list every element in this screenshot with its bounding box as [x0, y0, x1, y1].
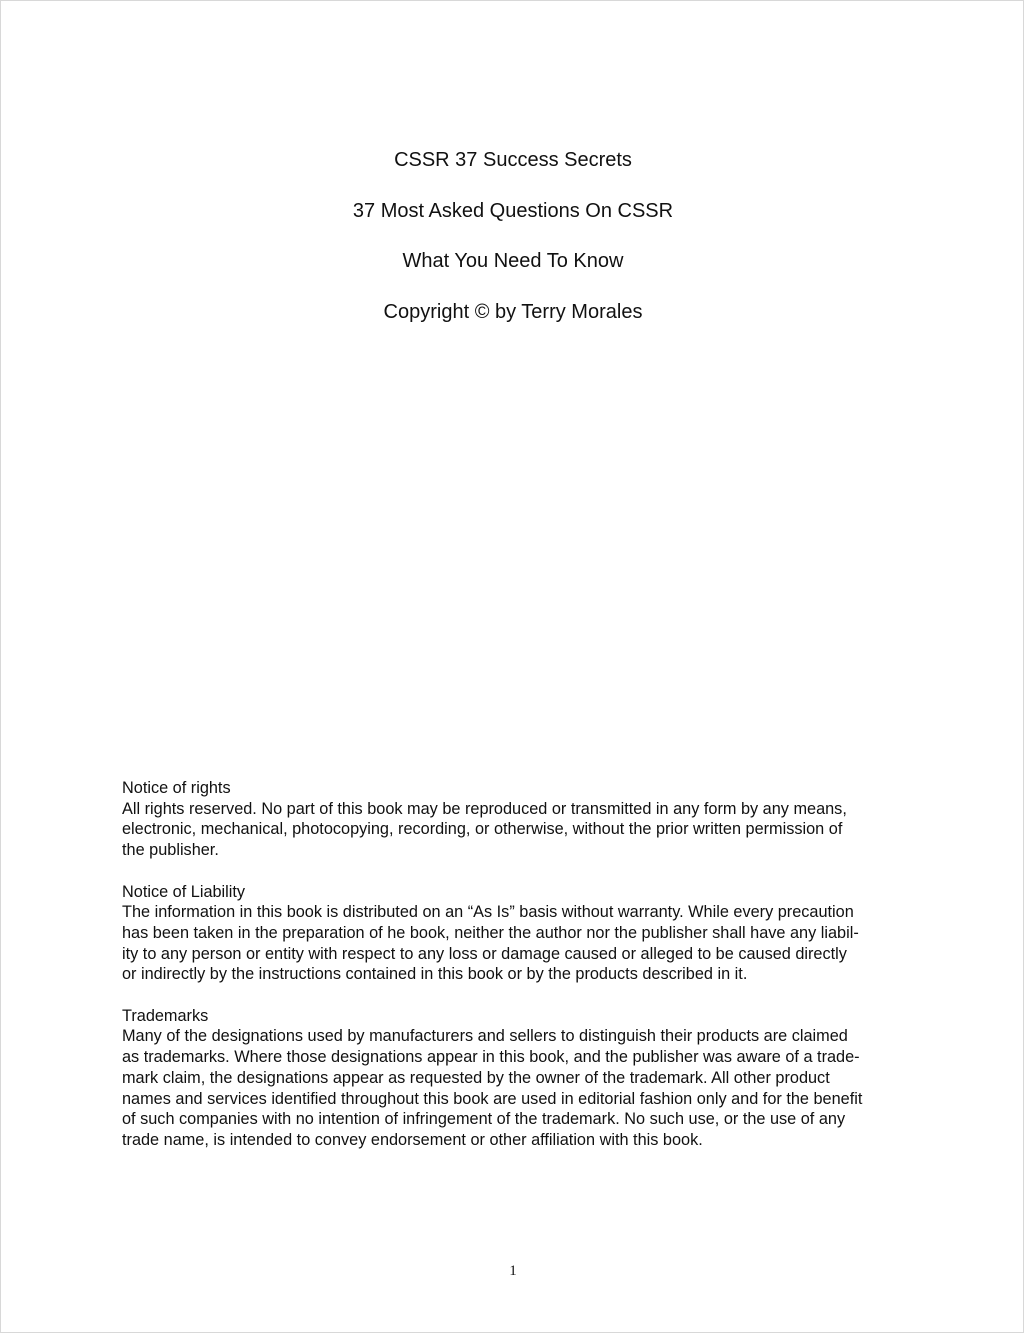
book-title: CSSR 37 Success Secrets [394, 149, 632, 171]
page-number: 1 [509, 1263, 517, 1279]
notice-text-line: The information in this book is distributed on an “As Is” basis without warranty. While every precaution [122, 903, 854, 922]
notice-text-line: names and services identified throughout this book are used in editorial fashion only and for the benefit [122, 1089, 863, 1108]
notice-text-line: trade name, is intended to convey endorsement or other affiliation with this book. [122, 1130, 703, 1149]
notice-text-line: of such companies with no intention of infringement of the trademark. No such use, or the use of any [122, 1110, 846, 1129]
notice-heading: Notice of rights [122, 779, 231, 797]
notice-text-line: mark claim, the designations appear as requested by the owner of the trademark. All other product [122, 1068, 830, 1087]
notice-text-line: Many of the designations used by manufacturers and sellers to distinguish their products are claimed [122, 1027, 848, 1046]
notice-of-rights [122, 778, 912, 861]
notice-text-line: has been taken in the preparation of he book, neither the author nor the publisher shall have any liabil- [122, 923, 859, 942]
copyright-line: Copyright © by Terry Morales [383, 300, 643, 323]
notice-text-line: ity to any person or entity with respect to any loss or damage caused or alleged to be caused directly [122, 944, 847, 963]
notice-text-line: All rights reserved. No part of this book may be reproduced or transmitted in any form by any means, [122, 799, 847, 818]
trademarks-notice [122, 1006, 912, 1151]
notice-heading: Notice of Liability [122, 882, 246, 901]
book-subtitle: 37 Most Asked Questions On CSSR [352, 199, 674, 222]
book-tagline: What You Need To Know [402, 250, 624, 272]
notice-text-line: the publisher. [122, 841, 219, 860]
title-block [1, 147, 1024, 349]
legal-notices [122, 778, 912, 1171]
notice-text-line: as trademarks. Where those designations appear in this book, and the publisher was aware of a trade- [122, 1048, 860, 1067]
notice-of-liability [122, 882, 912, 986]
notice-heading: Trademarks [122, 1006, 209, 1025]
notice-text-line: electronic, mechanical, photocopying, recording, or otherwise, without the prior written permission of [122, 820, 843, 839]
notice-text-line: or indirectly by the instructions contained in this book or by the products described in it. [122, 965, 748, 984]
